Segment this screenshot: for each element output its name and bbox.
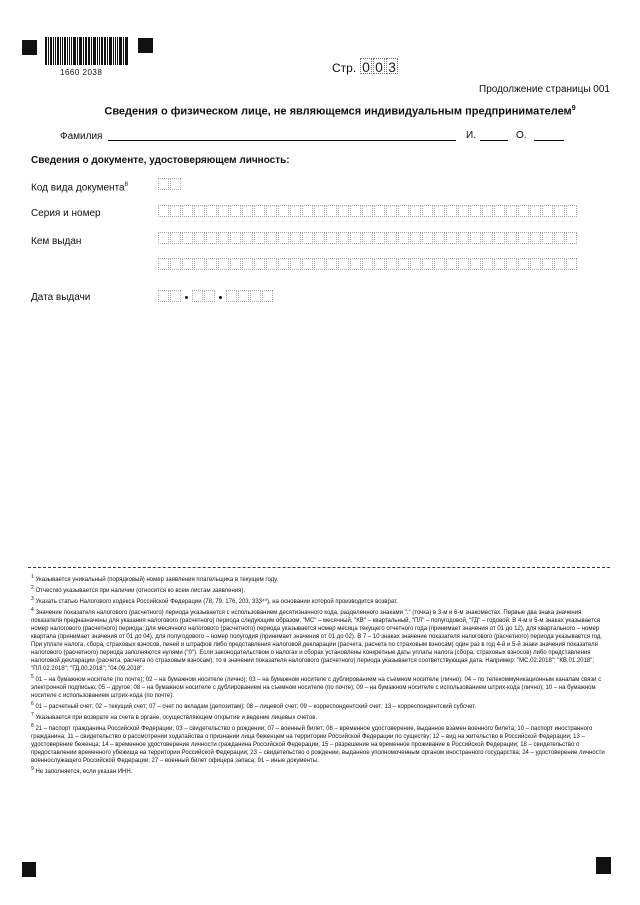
footnote: $^9$ Не заполняется, если указан ИНН.: [31, 766, 133, 775]
entry-cell[interactable]: [542, 205, 553, 217]
document-code-label-text: Код вида документа: [31, 182, 125, 194]
entry-cell[interactable]: [482, 258, 493, 270]
registration-marker-top-left: [22, 40, 37, 55]
barcode-bar: [117, 37, 118, 65]
footnote: $^1$ Указывается уникальный (порядковый) номер заявления плательщика в текущем году.: [31, 574, 279, 583]
barcode-bar: [67, 37, 68, 65]
entry-cell[interactable]: [242, 232, 253, 244]
footnote: $^6$ 01 – расчетный счет; 02 – текущий счет; 07 – счет по вкладам (депозитам); 08 – лицевой счет; 09 – корреспондентский счет; 13 – корреспондентский субсчет.: [31, 701, 477, 710]
entry-cell[interactable]: [266, 205, 277, 217]
entry-cell[interactable]: [278, 232, 289, 244]
entry-cell[interactable]: [422, 232, 433, 244]
barcode-bar: [104, 37, 106, 65]
barcode-bar: [45, 37, 47, 65]
entry-cell[interactable]: [158, 205, 169, 217]
entry-cell[interactable]: [230, 205, 241, 217]
page-digit-cell: 0: [360, 58, 372, 74]
barcode-bar: [50, 37, 52, 65]
entry-cell[interactable]: [398, 258, 409, 270]
barcode-bar: [73, 37, 75, 65]
entry-cell[interactable]: [458, 205, 469, 217]
entry-cell[interactable]: [242, 205, 253, 217]
barcode-number: 1660 2038: [60, 68, 103, 77]
entry-cell[interactable]: [362, 205, 373, 217]
barcode: [45, 37, 128, 65]
entry-cell[interactable]: [434, 232, 445, 244]
entry-cell[interactable]: [422, 205, 433, 217]
entry-cell[interactable]: [204, 290, 215, 302]
entry-cell[interactable]: [362, 232, 373, 244]
entry-cell[interactable]: [170, 290, 181, 302]
registration-marker-bottom-left: [22, 862, 36, 877]
entry-cell[interactable]: [238, 290, 249, 302]
entry-cell[interactable]: [530, 205, 541, 217]
document-code-label: [31, 182, 128, 193]
surname-label: Фамилия: [60, 131, 103, 142]
entry-cell[interactable]: [554, 205, 565, 217]
barcode-bar: [80, 37, 82, 65]
entry-cell[interactable]: [566, 232, 577, 244]
footnote: $^5$ 01 – на бумажном носителе (по почте); 02 – на бумажном носителе (лично); 03 – на бумажном носителе с дублированием на съемном носителе (лично); 04 – по телекоммуникационным каналам связи с электронной подписью; 05 – другое; 08 – на бумажном носителе с дублированием на съемном носителе (по почте); 09 – на бумажном носителе с использованием штрих-кода (лично); 10 – на бумажном носителе с использованием штрих-кода (по почте).: [31, 674, 602, 699]
barcode-bar: [101, 37, 103, 65]
entry-cell[interactable]: [470, 232, 481, 244]
entry-cell[interactable]: [194, 205, 205, 217]
entry-cell[interactable]: [302, 258, 313, 270]
entry-cell[interactable]: [192, 290, 203, 302]
entry-cell[interactable]: [302, 205, 313, 217]
section-title-note: 9: [571, 105, 576, 112]
barcode-bar: [110, 37, 112, 65]
barcode-bar: [85, 37, 87, 65]
barcode-bar: [125, 37, 126, 65]
entry-cell[interactable]: [158, 178, 169, 190]
entry-cell[interactable]: [458, 232, 469, 244]
initial-o-label: О.: [516, 130, 527, 141]
entry-cell[interactable]: [158, 232, 169, 244]
barcode-bar: [62, 37, 64, 65]
date-separator-dot: [182, 290, 192, 302]
footnote-separator: [28, 567, 610, 568]
entry-cell[interactable]: [410, 205, 421, 217]
entry-cell[interactable]: [250, 290, 261, 302]
entry-cell[interactable]: [218, 258, 229, 270]
barcode-bar: [88, 37, 90, 65]
barcode-bar: [79, 37, 80, 65]
entry-cell[interactable]: [530, 258, 541, 270]
entry-cell[interactable]: [542, 258, 553, 270]
entry-cell[interactable]: [170, 232, 181, 244]
issued-by-label: Кем выдан: [31, 236, 82, 247]
entry-cell[interactable]: [362, 258, 373, 270]
entry-cell[interactable]: [254, 232, 265, 244]
document-code-note: 8: [124, 182, 128, 188]
barcode-bar: [113, 37, 114, 65]
series-number-label: Серия и номер: [31, 208, 101, 219]
issued-by-cells-row-2[interactable]: [158, 258, 578, 270]
initial-i-field[interactable]: [480, 140, 508, 141]
entry-cell[interactable]: [206, 232, 217, 244]
entry-cell[interactable]: [226, 290, 237, 302]
page-label: Стр.: [332, 61, 357, 75]
entry-cell[interactable]: [302, 232, 313, 244]
entry-cell[interactable]: [326, 232, 337, 244]
entry-cell[interactable]: [518, 258, 529, 270]
entry-cell[interactable]: [566, 258, 577, 270]
barcode-bar: [55, 37, 56, 65]
page-digit-cell: 3: [386, 58, 398, 74]
barcode-bar: [71, 37, 73, 65]
initial-i-label: И.: [466, 130, 476, 141]
footnotes: [31, 573, 611, 776]
entry-cell[interactable]: [242, 258, 253, 270]
document-code-cells[interactable]: [158, 178, 182, 190]
entry-cell[interactable]: [290, 205, 301, 217]
entry-cell[interactable]: [266, 232, 277, 244]
entry-cell[interactable]: [290, 258, 301, 270]
entry-cell[interactable]: [554, 232, 565, 244]
entry-cell[interactable]: [338, 258, 349, 270]
entry-cell[interactable]: [218, 232, 229, 244]
barcode-bar: [109, 37, 110, 65]
entry-cell[interactable]: [482, 205, 493, 217]
entry-cell[interactable]: [262, 290, 273, 302]
entry-cell[interactable]: [158, 290, 169, 302]
barcode-bar: [123, 37, 124, 65]
entry-cell[interactable]: [494, 232, 505, 244]
entry-cell[interactable]: [338, 232, 349, 244]
entry-cell[interactable]: [158, 258, 169, 270]
entry-cell[interactable]: [446, 205, 457, 217]
entry-cell[interactable]: [194, 232, 205, 244]
barcode-bar: [94, 37, 96, 65]
entry-cell[interactable]: [194, 258, 205, 270]
entry-cell[interactable]: [506, 258, 517, 270]
barcode-bar: [57, 37, 59, 65]
entry-cell[interactable]: [518, 205, 529, 217]
section-title-text: Сведения о физическом лице, не являющемся индивидуальным предпринимателем: [104, 105, 572, 118]
entry-cell[interactable]: [482, 232, 493, 244]
barcode-bar: [97, 37, 98, 65]
entry-cell[interactable]: [266, 258, 277, 270]
entry-cell[interactable]: [530, 232, 541, 244]
date-separator-dot: [216, 290, 226, 302]
entry-cell[interactable]: [446, 258, 457, 270]
issue-date-cells[interactable]: [158, 290, 274, 302]
entry-cell[interactable]: [350, 232, 361, 244]
entry-cell[interactable]: [170, 205, 181, 217]
footnote: $^8$ 21 – паспорт гражданина Российской Федерации; 03 – свидетельство о рождении; 07 – военный билет; 08 – временное удостоверение, выданное взамен военного билета; 10 – паспорт иностранного гражданина; 11 – свидетельство о рассмотрении ходатайства о признании лица беженцем на территории Российской Федерации по существу; 12 – вид на жительство в Российской Федерации; 13 – удостоверение беженца; 14 – временное удостоверение личности гражданина Российской Федерации; 15 – разрешение на временное проживание в Российской Федерации; 18 – свидетельство о предоставлении временного убежища на территории Российской Федерации; 23 – свидетельство о рождении, выданное уполномоченным органом иностранного государства; 24 – удостоверение личности военнослужащего Российской Федерации; 27 – военный билет офицера запаса; 91 – иные документы.: [31, 723, 605, 764]
entry-cell[interactable]: [290, 232, 301, 244]
entry-cell[interactable]: [458, 258, 469, 270]
barcode-bar: [126, 37, 128, 65]
entry-cell[interactable]: [374, 258, 385, 270]
entry-cell[interactable]: [518, 232, 529, 244]
entry-cell[interactable]: [422, 258, 433, 270]
barcode-bar: [77, 37, 78, 65]
entry-cell[interactable]: [374, 205, 385, 217]
footnote: $^7$ Указывается при возврате на счета в органе, осуществляющем открытие и ведение лицевых счетов.: [31, 712, 318, 721]
entry-cell[interactable]: [338, 205, 349, 217]
entry-cell[interactable]: [506, 232, 517, 244]
entry-cell[interactable]: [398, 205, 409, 217]
entry-cell[interactable]: [206, 205, 217, 217]
entry-cell[interactable]: [470, 205, 481, 217]
barcode-bar: [64, 37, 66, 65]
entry-cell[interactable]: [554, 258, 565, 270]
barcode-bar: [69, 37, 70, 65]
entry-cell[interactable]: [542, 232, 553, 244]
barcode-bar: [93, 37, 94, 65]
entry-cell[interactable]: [410, 232, 421, 244]
registration-marker-top-right: [138, 38, 153, 53]
entry-cell[interactable]: [446, 232, 457, 244]
entry-cell[interactable]: [314, 232, 325, 244]
entry-cell[interactable]: [230, 258, 241, 270]
entry-cell[interactable]: [254, 258, 265, 270]
entry-cell[interactable]: [434, 205, 445, 217]
initial-o-field[interactable]: [534, 140, 564, 141]
document-heading: Сведения о документе, удостоверяющем личность:: [31, 155, 290, 166]
entry-cell[interactable]: [170, 258, 181, 270]
entry-cell[interactable]: [494, 205, 505, 217]
entry-cell[interactable]: [218, 205, 229, 217]
entry-cell[interactable]: [254, 205, 265, 217]
series-number-cells[interactable]: [158, 205, 578, 217]
entry-cell[interactable]: [506, 205, 517, 217]
entry-cell[interactable]: [434, 258, 445, 270]
footnote: $^4$ Значение показателя налогового (расчетного) периода указывается с использованием десятизначного кода, разделенного знаками "." (точка) в 3-м и 6-м знакоместах. Первые два знака значения показателя предназначены для указания налогового (расчетного) периода следующим образом: "МС" – месячный, "КВ" – квартальный, "ПЛ" – полугодовой, "ГД" – годовой. В 4-м и 5-м знаках указывается номер налогового (расчетного) периода: для месячного налогового (расчетного) периода указывается номер месяца текущего отчетного года (принимает значения от 01 до 12), для квартального – номер квартала (принимает значения от 01 до 04), для полугодового – номер полугодия (принимает значения от 01 до 02). В 7 – 10 знаках значение показателя налогового (расчетного) периода указывается год. При уплате налога, сбора, страховых взносов, пеней и штрафов либо представления налоговой декларации (расчета, расчета по страховым взносам) один раз в год 4-й и 5-й знаки значения показателя налогового (расчетного) периода заполняются нулями ("0"). Если законодательством о налогах и сборах установлены конкретные даты уплаты налога (сбора, страховых взносов) либо представления налоговой декларации (расчета, расчета по страховым взносам), то в значении показателя налогового (расчетного) периода указывается соответствующая дата. Например: "МС.02.2018"; "КВ.01.2018"; "ПЛ.02.2018"; "ГД.00.2018"; "04.09.2018".: [31, 607, 603, 672]
surname-field[interactable]: [108, 140, 456, 141]
barcode-bar: [115, 37, 117, 65]
entry-cell[interactable]: [326, 205, 337, 217]
entry-cell[interactable]: [566, 205, 577, 217]
entry-cell[interactable]: [386, 205, 397, 217]
footnote: $^3$ Указать статью Налогового кодекса Российской Федерации (78, 79, 176, 203, 333⁴⁰), на основании которой производится возврат.: [31, 596, 398, 605]
registration-marker-bottom-right: [596, 857, 611, 874]
barcode-bar: [99, 37, 100, 65]
entry-cell[interactable]: [314, 258, 325, 270]
barcode-bar: [48, 37, 49, 65]
entry-cell[interactable]: [182, 232, 193, 244]
entry-cell[interactable]: [206, 258, 217, 270]
barcode-bar: [60, 37, 61, 65]
page-digit-cell: 0: [373, 58, 385, 74]
entry-cell[interactable]: [386, 232, 397, 244]
entry-cell[interactable]: [410, 258, 421, 270]
entry-cell[interactable]: [494, 258, 505, 270]
section-title: [70, 105, 610, 118]
barcode-bar: [83, 37, 84, 65]
issued-by-cells-row-1[interactable]: [158, 232, 578, 244]
issue-date-label: Дата выдачи: [31, 292, 91, 303]
barcode-bar: [107, 37, 108, 65]
entry-cell[interactable]: [386, 258, 397, 270]
page-number-cells: [360, 58, 399, 74]
barcode-bar: [119, 37, 121, 65]
entry-cell[interactable]: [374, 232, 385, 244]
continuation-note: Продолжение страницы 001: [479, 84, 610, 95]
entry-cell[interactable]: [278, 205, 289, 217]
entry-cell[interactable]: [278, 258, 289, 270]
barcode-bar: [91, 37, 92, 65]
entry-cell[interactable]: [470, 258, 481, 270]
entry-cell[interactable]: [350, 258, 361, 270]
entry-cell[interactable]: [398, 232, 409, 244]
entry-cell[interactable]: [170, 178, 181, 190]
entry-cell[interactable]: [350, 205, 361, 217]
entry-cell[interactable]: [314, 205, 325, 217]
footnote: $^2$ Отчество указывается при наличии (относится ко всем листам заявления).: [31, 585, 246, 594]
entry-cell[interactable]: [230, 232, 241, 244]
entry-cell[interactable]: [182, 205, 193, 217]
entry-cell[interactable]: [326, 258, 337, 270]
barcode-bar: [53, 37, 54, 65]
entry-cell[interactable]: [182, 258, 193, 270]
